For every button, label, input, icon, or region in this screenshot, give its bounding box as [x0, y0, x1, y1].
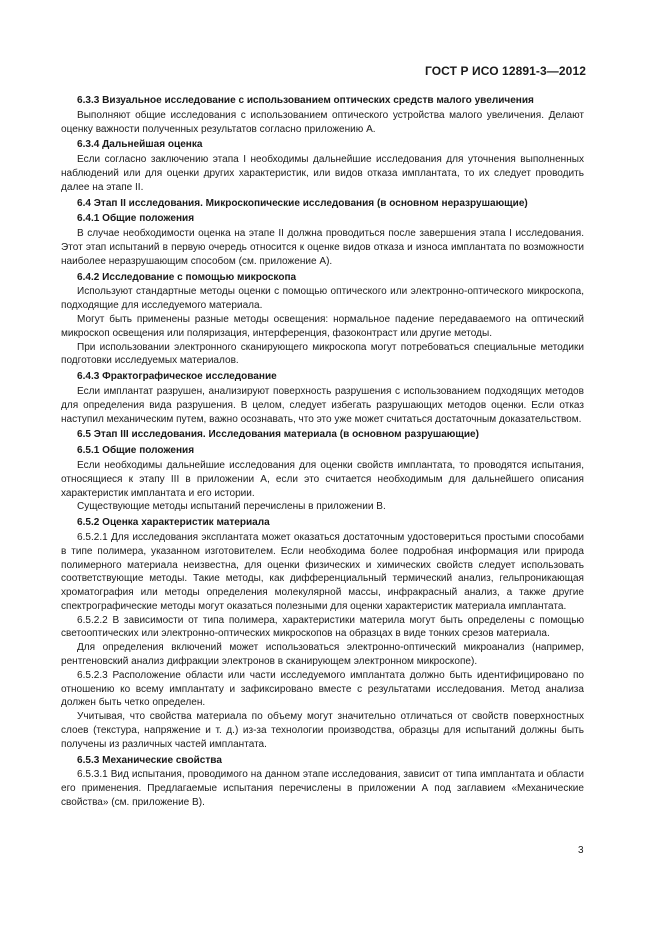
paragraph: Выполняют общие исследования с использованием оптического устройства малого увеличения. Делают оценку важности полученных результатов согласно приложению А. — [61, 109, 584, 135]
heading-6-4: 6.4 Этап II исследования. Микроскопические исследования (в основном неразрушающие) — [77, 197, 528, 209]
paragraph: При использовании электронного сканирующего микроскопа могут потребоваться специальные методики подготовки исследуемых материалов. — [61, 341, 584, 367]
heading-6-5-1: 6.5.1 Общие положения — [77, 445, 195, 457]
paragraph: Если имплантат разрушен, анализируют поверхность разрушения с использованием подходящих методов для определения вида разрушения. В целом, следует избегать разрушающих методов оценки. Если отказ наступил механическим путем, важно осознавать, что это уже может считаться достаточным доказательством. — [61, 385, 584, 425]
heading-6-5: 6.5 Этап III исследования. Исследования материала (в основном разрушающие) — [77, 429, 479, 441]
heading-6-4-1: 6.4.1 Общие положения — [77, 213, 195, 225]
heading-6-3-4: 6.3.4 Дальнейшая оценка — [77, 139, 203, 151]
paragraph: В случае необходимости оценка на этапе II должна проводиться после завершения этапа I исследования. Этот этап испытаний в первую очередь относится к оценке видов отказа и износа имплантата по возможности наиболее неразрушающим способом (см. приложение А). — [61, 228, 584, 267]
paragraph: Используют стандартные методы оценки с помощью оптического или электронно-оптического микроскопа, подходящие для исследуемого материала. — [61, 286, 584, 312]
paragraph: Учитывая, что свойства материала по объему могут значительно отличаться от свойств поверхностных слоев (текстура, напряжение и т. д.) из-за технологии производства, образцы для испытаний должны быть получены из различных частей имплантата. — [61, 711, 584, 750]
paragraph: 6.5.2.1 Для исследования эксплантата может оказаться достаточным удостовериться простыми способами в типе полимера, указанном изготовителем. Если необходима более подробная информация или природа полимерного материала неизвестна, для оценки физических и химических свойств следует использовать соответствующие методы. Такие методы, как дифференциальный термический анализ, гельпроникающая хроматография или методы определения молекулярной массы, инфракрасный анализ, а также другие спектрографические методы могут оказаться полезными для оценки характеристик материала имплантата. — [61, 531, 584, 612]
paragraph: Могут быть применены разные методы освещения: нормальное падение передаваемого на оптический микроскоп освещения или поляризация, интерференция, фазоконтраст или другие методы. — [61, 313, 584, 339]
page-number: 3 — [578, 845, 584, 856]
heading-6-5-2: 6.5.2 Оценка характеристик материала — [77, 517, 270, 529]
heading-6-4-2: 6.4.2 Исследование с помощью микроскопа — [77, 271, 297, 283]
paragraph: 6.5.2.3 Расположение области или части исследуемого имплантата должно быть идентифицировано по отношению ко всему имплантату и зафиксировано вместе с результатами исследования. Метод анализа должен быть четко определен. — [61, 669, 584, 709]
heading-6-4-3: 6.4.3 Фрактографическое исследование — [77, 371, 277, 383]
document-body — [61, 94, 584, 810]
paragraph: Если согласно заключению этапа I необходимы дальнейшие исследования для уточнения выполненных наблюдений или для оценки других характеристик, или видов отказа имплантата, то их следует проводить далее на этапе II. — [61, 154, 584, 193]
heading-6-5-3: 6.5.3 Механические свойства — [77, 754, 222, 766]
standard-header: ГОСТ Р ИСО 12891-3—2012 — [424, 64, 586, 78]
heading-6-3-3: 6.3.3 Визуальное исследование с использованием оптических средств малого увеличения — [77, 95, 534, 106]
paragraph: Существующие методы испытаний перечислены в приложении В. — [77, 501, 386, 513]
paragraph: 6.5.3.1 Вид испытания, проводимого на данном этапе исследования, зависит от типа имплантата и области его применения. Предлагаемые испытания перечислены в приложении А под заглавием «Механические свойства» (см. приложение В). — [61, 769, 584, 809]
paragraph: 6.5.2.2 В зависимости от типа полимера, характеристики материла могут быть определены с помощью светооптических или электронно-оптических микроскопов на образцах в виде тонких срезов материала. — [61, 614, 584, 640]
paragraph: Для определения включений может использоваться электронно-оптический микроанализ (например, рентгеновский анализ дифракции электронов в сканирующем электронном микроскопе). — [61, 642, 584, 668]
paragraph: Если необходимы дальнейшие исследования для оценки свойств имплантата, то проводятся испытания, относящиеся к этапу III в приложении А, если это считается необходимым для дальнейшего описания характеристик имплантата и его истории. — [61, 459, 584, 499]
